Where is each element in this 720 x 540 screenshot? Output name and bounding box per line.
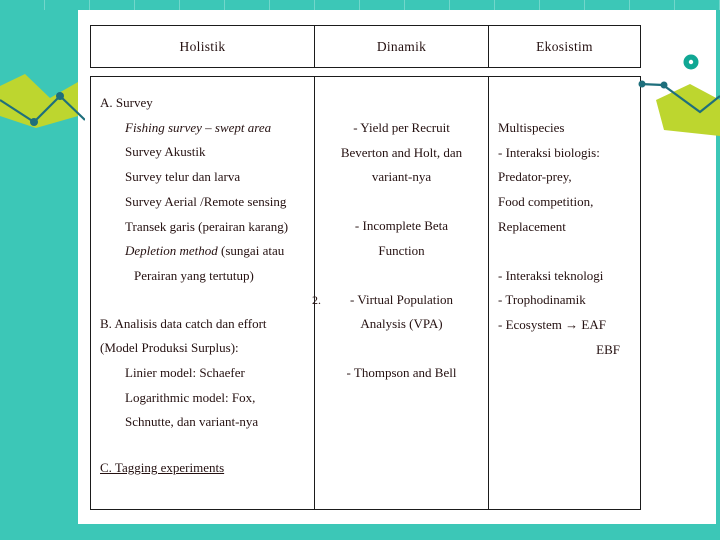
table-body xyxy=(90,76,641,510)
table-text-line: - Ecosystem → EAF xyxy=(498,316,606,332)
table-text-line: Linier model: Schaefer xyxy=(125,365,245,381)
green-accent-shape xyxy=(0,74,78,128)
table-text-line: - Incomplete Beta xyxy=(354,218,449,234)
table-text-line: Replacement xyxy=(498,218,566,234)
table-text-line: - Trophodinamik xyxy=(498,292,586,308)
table-text-line: - Thompson and Bell xyxy=(346,364,457,380)
table-text-line: Fishing survey – swept area xyxy=(125,119,272,135)
table-text-line: Survey telur dan larva xyxy=(125,169,241,185)
column-dinamik xyxy=(314,77,488,509)
table-header-row xyxy=(90,25,641,68)
line-marker-dot xyxy=(30,118,38,126)
table-text-line: Function xyxy=(378,242,425,258)
header-cell-dinamik xyxy=(314,26,488,67)
table-text-line: Survey Akustik xyxy=(125,144,206,160)
header-cell-holistik xyxy=(91,26,314,67)
table-text-line: - Interaksi biologis: xyxy=(498,144,600,160)
header-cell-ekosistim xyxy=(488,26,640,67)
header-label-ekosistim: Ekosistim xyxy=(536,38,593,54)
table-text-line: Beverton and Holt, dan xyxy=(340,144,463,160)
table-text-line: C. Tagging experiments xyxy=(100,460,225,476)
column-holistik-rows xyxy=(91,77,314,481)
column-dinamik-rows xyxy=(315,77,488,386)
header-label-holistik: Holistik xyxy=(179,38,226,54)
table-text-line: A. Survey xyxy=(100,95,153,110)
table-text-line: - Virtual Population xyxy=(350,291,453,307)
table-text-line: Multispecies xyxy=(498,120,565,135)
slide xyxy=(78,10,716,524)
table-text-line: variant-nya xyxy=(371,169,432,185)
decorative-line-chart-left xyxy=(0,58,85,143)
background-gridlines xyxy=(0,0,720,10)
table-text-line: Perairan yang tertutup) xyxy=(134,267,254,283)
column-holistik xyxy=(91,77,314,509)
table-text-line: (Model Produksi Surplus): xyxy=(100,340,239,356)
table-text-line: Predator-prey, xyxy=(498,169,572,185)
table-text-line: Survey Aerial /Remote sensing xyxy=(125,193,287,209)
table-text-line: Food competition, xyxy=(498,194,594,210)
stray-number: 2. xyxy=(312,293,321,307)
table-text-line: Depletion method (sungai atau xyxy=(125,243,285,259)
column-ekosistim xyxy=(488,77,640,509)
table-text-line: EBF xyxy=(596,341,620,357)
table-text-line: Transek garis (perairan karang) xyxy=(125,218,289,234)
table-text-line: Analysis (VPA) xyxy=(360,316,443,332)
decorative-polyline xyxy=(0,96,85,122)
line-marker-dot xyxy=(56,92,64,100)
table-text-line: Schnutte, dan variant-nya xyxy=(125,414,259,430)
column-ekosistim-rows xyxy=(489,77,640,362)
header-label-dinamik: Dinamik xyxy=(376,38,427,54)
table-text-line: - Yield per Recruit xyxy=(353,120,450,135)
table-text-line: Logarithmic model: Fox, xyxy=(125,389,256,405)
table-text-line: B. Analisis data catch dan effort xyxy=(100,315,267,331)
table-text-line: - Interaksi teknologi xyxy=(498,267,604,283)
